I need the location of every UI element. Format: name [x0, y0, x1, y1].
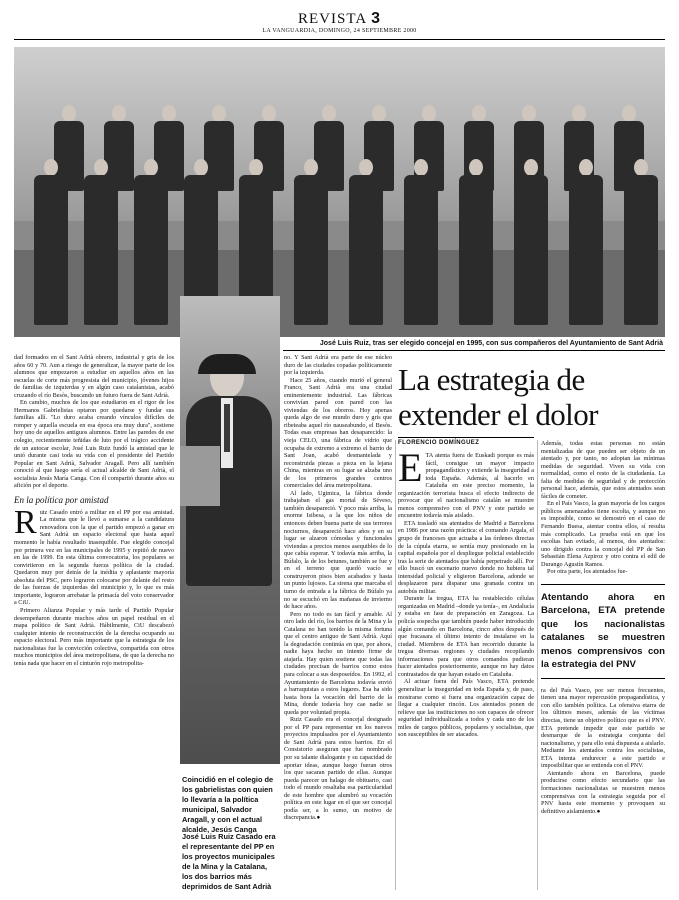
drop-cap: E: [398, 452, 423, 490]
paragraph: dad formados en el Sant Adrià obrero, industrial y gris de los años 60 y 70. Aun a riesgo de generalizar, la mayor parte de los alumnos que empezaron a estudiar en aquellos años en las escuelas de corte más progresista del municipio, jóvenes hijos de familias de izquierdas y en algún caso catalanistas, acabó cruzando el río Besòs, buscando un futuro fuera de Sant Adrià.: [14, 354, 174, 399]
article-column-1: [14, 354, 174, 890]
paragraph: no. Y Sant Adrià era parte de ese núcleo duro de las ciudades copadas políticamente por la izquierda.: [284, 354, 392, 377]
subheading: En la política por amistad: [14, 494, 109, 505]
paragraph: Por otra parte, los atentados fue-: [547, 568, 628, 576]
headline-line: La estrategia de: [398, 362, 585, 397]
paragraph: Al actuar fuera del País Vasco, ETA pretende generalizar la inseguridad en toda España y, de paso, mostrarse como si fuera una organización capaz de llegar a cualquier rincón. Los atentados ponen de relieve que las instituciones no son capaces de ofrecer seguridad individualizada a todos y cada uno de los miles de cargos públicos, populares y socialistas, que son susceptibles de ser atacados.: [398, 678, 534, 739]
portrait-caption-2: José Luis Ruiz Casado era el representante del PP en los proyectos municipales de la Mina y la Catalana, los dos barrios más deprimidos de Sant Adrià: [182, 832, 276, 891]
paragraph: En cambio, muchos de los que estudiaron en el rigor de los Hermanos Gabrielistas optaron por quedarse y fundar sus familias allí. "Lo duro acaba creando vínculos difíciles de romper y aquella escuela en esa época era muy dura", sostiene hoy uno de aquellos antiguos alumnos. Entre las paredes de ese colegio, recientemente teñidas de luto por el trágico accidente de un autocar escolar, José Luis Ruiz fundó la amistad que le unió durante casi toda su vida con el presidente del Partido Popular en Sant Adrià, Salvador Aragall. Pero allí también conoció al que luego sería el actual alcalde de Sant Adrià, el socialista Jesús María Canga. Con él compartió durante años su afición por el deporte.: [14, 399, 174, 490]
group-photo: [14, 47, 665, 337]
section-name: REVISTA: [298, 11, 367, 27]
paragraph: Además, todas estas personas no están mentalizadas de que pueden ser objeto de un atentado y, por tanto, no adoptan las mínimas medidas de seguridad. Viven su vida con normalidad, como el resto de la ciudadanía. La falta de medidas de seguridad y de protección personal hace, además, que estos atentados sean fáciles de cometer.: [541, 440, 665, 500]
article-headline: [398, 362, 668, 432]
paragraph: uiz Casado entró a militar en el PP por esa amistad. La misma que le llevó a sumarse a la candidatura renovadora con la que el partido empezó a ganar en Sant Adrià un espacio electoral que hasta aquel momento le había resultado inasequible. Fue elegido concejal por primera vez en las municipales de 1995 y repitió de nuevo en las de 1999. En esta última convocatoria, los populares se convirtieron en la segunda fuerza política de la ciudad. Quedaron muy por detrás de la inédita y aplastante mayoría absoluta del PSC, pero lograron colocarse por delante del resto de las fuerzas de izquierdas del municipio y, lo que es más importante, lograron arrebatar la primacía del voto conservador a CiU.: [14, 508, 174, 607]
dateline: LA VANGUARDIA, DOMINGO, 24 SEPTIEMBRE 2000: [262, 28, 417, 34]
paragraph: Pero no todo es tan fácil y amable. Al otro lado del río, los barrios de la Mina y la Catalana no han tenido la misma fortuna que el centro antiguo de Sant Adrià. Aquí la degradación continúa en que, por ahora, nadie haya hecho un intento firme de atajarla. Hay quien sostiene que todas las ciudades precisan de barrios como estos para colocar a sus desposeídos. En 1992, el Ayuntamiento de Barcelona todavía envió a barraquistas a estos lugares. Esa ha sido hasta hora la vocación del barrio de la Mina, donde todavía hoy cae nadie se queda por voluntad propia.: [284, 610, 392, 716]
paragraph: Hace 25 años, cuando murió el general Franco, Sant Adrià era una ciudad eminentemente industrial. Las fábricas convivían pared con pared con las viviendas de los obreros. Hoy apenas queda algo de ese mundo duro y gris que ribeteaba aquel río nauseabundo, el Besòs. Todas esas empresas han desaparecido: la vieja CELO, una fábrica de vidrio que ocupaba de extremo a extremo el barrio de Sant Joan, acabó desmantelada y reconstruida piezas a pieza en la lejana China, mientras en su lugar se alzaba uno de los primeros grandes centros comerciales del área metropolitana.: [284, 376, 392, 490]
portrait-photo: [180, 296, 280, 764]
caption-rule: [283, 350, 665, 351]
drop-cap: R: [14, 503, 37, 541]
paragraph: ETA trasladó sus atentados de Madrid a Barcelona en 1986 por una razón práctica: el comando Argala, el grupo de franceses que actuaba a las órdenes directas de la cúpula etarra, se sentía muy presionado en la capital española por el despliegue policial establecido tras la serie de atentados que había perpetrado allí. Por ello buscó un escenario nuevo donde no hubiera tal intensidad policial y eligieron Barcelona, adonde se desplazaron para disparar una granada contra un autobús militar.: [398, 519, 534, 595]
article-column-3: [398, 452, 534, 890]
headline-line: extender el dolor: [398, 397, 598, 432]
paragraph: ra del País Vasco, por ser menos frecuentes, tienen una mayor repercusión propagandística, y con ello también política. La ofensiva etarra de los últimos meses, además de las víctimas directas, tiene un objetivo político que es el PNV. ETA pretende impedir que este partido se desmarque de la estrategia conjunta del nacionalismo, y para ello está dispuesta a aislarlo. Mediante los atentados contra los socialistas, ETA intenta endurecer a este partido e imposibilitar que se entienda con el PNV.: [541, 686, 665, 770]
paragraph: Primero Alianza Popular y más tarde el Partido Popular desempeñaron durante muchos años un papel residual en el mapa político de Sant Adrià. Hábilmente, CiU descabezó cualquier intento de reconstrucción de la derecha ocupando su espacio electoral. Pero más importante que la estrategia de los nacionalistas fue la convicción colectiva, compartida con otros muchos municipios del área metropolitana, de que la derecha no tenía nada que hacer en el cinturón rojo metropolita-: [14, 606, 174, 667]
photo-caption: José Luis Ruiz, tras ser elegido concejal en 1995, con sus compañeros del Ayuntamiento de Sant Adrià: [319, 340, 663, 347]
article-column-4: [541, 440, 665, 890]
paragraph: Durante la tregua, ETA ha restablecido células organizadas en Madrid –donde ya tenía–, en Andalucía y estaba en fase de preparación en Zaragoza. La policía sospecha que también puede haber introducido algún comando en Barcelona, cinco años después de que fracasara el último intento de instalarse en la ciudad. Miembros de ETA han recorrido durante la tregua diversas regiones y ciudades recopilando informaciones para que otros comandos pudieran hacer atentados posteriormente, aunque no hay datos contrastados de que hayan estado en Cataluña.: [398, 595, 534, 678]
byline-rule: [398, 437, 534, 438]
pull-quote: Atentando ahora en Barcelona, ETA pretende que los nacionalistas catalanes se muestren menos comprensivos con la estrategia del PNV: [541, 584, 665, 679]
paragraph: Atentando ahora en Barcelona, puede producirse como efecto secundario que las formaciones nacionalistas se muestren menos comprensivas con la estrategia seguida por el PNV hasta este momento y provoquen su definitivo aislamiento.●: [541, 769, 665, 815]
paragraph: En el País Vasco, la gran mayoría de los cargos públicos amenazados tiene escolta, y aunque no es imposible, como se demostró en el caso de Fernando Buesa, atentar contra ellos, sí resulta más complicado. La prueba está en que los escoltas han evitado, al menos, dos atentados: uno dirigido contra la concejal del PP de San Sebastián Elena Azpiroz y otro contra el edil de Durango Agustín Ramos.: [541, 500, 665, 568]
article-column-2: [284, 354, 392, 890]
section-header: [0, 10, 679, 28]
column-divider: [537, 440, 538, 890]
header-rule: [14, 39, 665, 40]
paragraph: TA atenta fuera de Euskadi porque es más fácil, consigue un mayor impacto propagandístico y extiende la inseguridad a toda España. Además, al hacerlo en Cataluña en este preciso momento, la organización terrorista busca el efecto indirecto de provocar que el nacionalismo catalán se muestre menos comprensivo con el PNV y este partido se encuentre todavía más aislado.: [398, 452, 534, 520]
portrait-caption-1: Coincidió en el colegio de los gabrielistas con quien lo llevaría a la política municipal, Salvador Aragall, y con el actual alcalde, Jesús Canga: [182, 775, 274, 834]
page-number: 3: [371, 10, 381, 27]
byline: FLORENCIO DOMÍNGUEZ: [398, 440, 480, 446]
paragraph: Ruiz Casado era el concejal designado por el PP para representar en los nuevos proyectos impulsados por el Ayuntamiento de Sant Adrià para estos barrios. En el Consistorio aseguran que fue nombrado por su talante dialogante y su capacidad de aportar ideas, aunque luego fueran otros los que sacaran partido de ellas. Aunque pueda parecer un halago de obituario, casi todo el mundo resaltaba esa particularidad de este hombre que alumbró su vocación política en este lugar en el que ser concejal podía ser, a lo sumo, un motivo de discrepancia.●: [284, 716, 392, 822]
paragraph: Al lado, Ugimica, la fábrica donde trabajaban el gas mortal de Séveso, también desapareció. Y poco más arriba, la enorme Isibesa, a la que los niños de entonces deben buena parte de sus terrores nocturnos, desapareció hace años y en su lugar se alzaron cómodas y funcionales viviendas a precios menos asequibles de lo que cabía esperar. Y todavía más arriba, la Búfalo, la de los betunes, también se fue y en el terreno que quedó vacío se construyeron pisos bien acabados y hasta un punto lujosos. La sirena que marcaba el turno de entrada a la fábrica de Búfalo ya no se escuchó en las mañanas de invierno de hace años.: [284, 489, 392, 611]
column-divider: [395, 440, 396, 890]
